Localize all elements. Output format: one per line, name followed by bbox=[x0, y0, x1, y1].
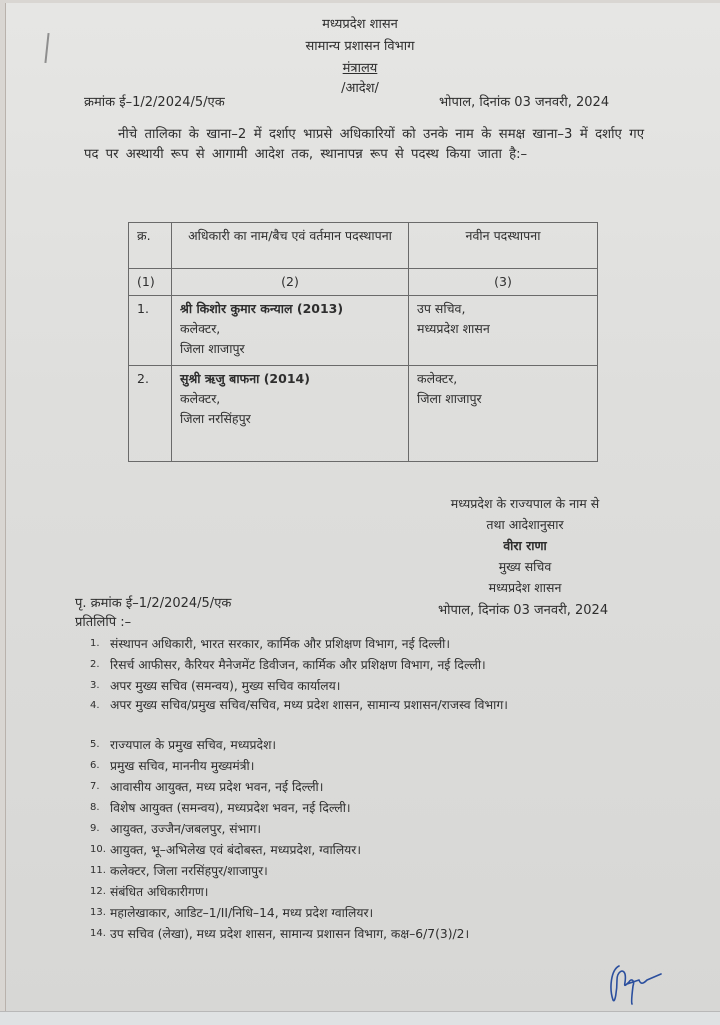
officer-name: श्री किशोर कुमार कन्याल (2013) bbox=[180, 301, 344, 316]
order-place-date: भोपाल, दिनांक 03 जनवरी, 2024 bbox=[439, 95, 610, 110]
list-item bbox=[90, 697, 650, 735]
row-sno: 2. bbox=[129, 366, 172, 462]
list-item-number: 14. bbox=[90, 928, 106, 939]
order-body-paragraph: नीचे तालिका के खाना–2 में दर्शाए भाप्रसे अधिकारियों को उनके नाम के समक्ष खाना–3 में दर्शाए गए पद पर अस्थायी रूप से आगामी आदेश तक, स्थानापन्न रूप से पदस्थ किया जाता है:– bbox=[84, 127, 644, 162]
table-row bbox=[129, 366, 598, 462]
list-item bbox=[90, 634, 650, 655]
new-posting-line1: उप सचिव, bbox=[417, 301, 466, 316]
new-posting-line2: मध्यप्रदेश शासन bbox=[417, 321, 490, 336]
officer-name: सुश्री ऋजु बाफना (2014) bbox=[180, 371, 310, 386]
sig-government: मध्यप्रदेश शासन bbox=[488, 580, 562, 595]
list-item bbox=[90, 756, 650, 777]
list-item bbox=[90, 861, 650, 882]
header-ministry: मंत्रालय bbox=[342, 61, 378, 76]
header-officer: अधिकारी का नाम/बैच एवं वर्तमान पदस्थापना bbox=[172, 223, 409, 269]
row-new-posting bbox=[409, 296, 598, 366]
list-item-text: उप सचिव (लेखा), मध्य प्रदेश शासन, सामान्य प्रशासन विभाग, कक्ष–6/7(3)/2। bbox=[110, 927, 470, 941]
list-item-text: आयुक्त, उज्जैन/जबलपुर, संभाग। bbox=[110, 822, 262, 836]
list-item-text: कलेक्टर, जिला नरसिंहपुर/शाजापुर। bbox=[110, 864, 268, 878]
row-officer bbox=[172, 366, 409, 462]
sig-line-governor: मध्यप्रदेश के राज्यपाल के नाम से bbox=[450, 496, 600, 511]
list-item-number: 6. bbox=[90, 760, 100, 771]
endorsement-number: पृ. क्रमांक ई–1/2/2024/5/एक bbox=[75, 596, 232, 611]
handwritten-signature-icon bbox=[605, 960, 665, 1008]
col-num-2: (2) bbox=[172, 269, 409, 296]
copy-to-list bbox=[90, 634, 650, 945]
list-item-text: राज्यपाल के प्रमुख सचिव, मध्यप्रदेश। bbox=[110, 738, 277, 752]
officer-district: जिला नरसिंहपुर bbox=[180, 411, 251, 426]
list-item-text: संबंधित अधिकारीगण। bbox=[110, 885, 209, 899]
list-item-number: 10. bbox=[90, 844, 106, 855]
header-order-title: /आदेश/ bbox=[341, 81, 379, 96]
officer-district: जिला शाजापुर bbox=[180, 341, 245, 356]
order-number: क्रमांक ई–1/2/2024/5/एक bbox=[84, 95, 225, 110]
list-item-text: संस्थापन अधिकारी, भारत सरकार, कार्मिक और प्रशिक्षण विभाग, नई दिल्ली। bbox=[110, 637, 451, 651]
list-item bbox=[90, 735, 650, 756]
row-officer bbox=[172, 296, 409, 366]
list-item bbox=[90, 819, 650, 840]
list-item bbox=[90, 903, 650, 924]
table-row bbox=[129, 296, 598, 366]
copy-to-label: प्रतिलिपि :– bbox=[75, 615, 132, 630]
endorsement-place-date: भोपाल, दिनांक 03 जनवरी, 2024 bbox=[438, 603, 609, 618]
list-item-text: आयुक्त, भू–अभिलेख एवं बंदोबस्त, मध्यप्रदेश, ग्वालियर। bbox=[110, 843, 361, 857]
list-item-text: आवासीय आयुक्त, मध्य प्रदेश भवन, नई दिल्ली। bbox=[110, 780, 324, 794]
list-item bbox=[90, 840, 650, 861]
list-item-text: अपर मुख्य सचिव (समन्वय), मुख्य सचिव कार्यालय। bbox=[110, 679, 341, 693]
list-item-text: रिसर्च आफीसर, कैरियर मैनेजमेंट डिवीजन, कार्मिक और प्रशिक्षण विभाग, नई दिल्ली। bbox=[110, 658, 486, 672]
table-header-row bbox=[129, 223, 598, 269]
list-item-text: महालेखाकार, आडिट–1/II/निधि–14, मध्य प्रदेश ग्वालियर। bbox=[110, 906, 374, 920]
list-item-number: 9. bbox=[90, 823, 100, 834]
list-item-number: 13. bbox=[90, 907, 106, 918]
header-government: मध्यप्रदेश शासन bbox=[322, 17, 398, 32]
officer-designation: कलेक्टर, bbox=[180, 321, 221, 336]
list-item-number: 2. bbox=[90, 659, 100, 670]
list-item bbox=[90, 882, 650, 903]
officer-designation: कलेक्टर, bbox=[180, 391, 221, 406]
header-department: सामान्य प्रशासन विभाग bbox=[305, 39, 415, 54]
list-item-number: 8. bbox=[90, 802, 100, 813]
header-sno: क्र. bbox=[129, 223, 172, 269]
list-item-text: प्रमुख सचिव, माननीय मुख्यमंत्री। bbox=[110, 759, 255, 773]
list-item-number: 12. bbox=[90, 886, 106, 897]
new-posting-line2: जिला शाजापुर bbox=[417, 391, 482, 406]
row-sno: 1. bbox=[129, 296, 172, 366]
list-item-number: 4. bbox=[90, 700, 100, 711]
page-bottom-edge bbox=[0, 1011, 720, 1025]
table-column-number-row bbox=[129, 269, 598, 296]
sig-line-order: तथा आदेशानुसार bbox=[486, 517, 564, 532]
list-item bbox=[90, 676, 650, 697]
row-new-posting bbox=[409, 366, 598, 462]
new-posting-line1: कलेक्टर, bbox=[417, 371, 458, 386]
list-item-text: अपर मुख्य सचिव/प्रमुख सचिव/सचिव, मध्य प्रदेश शासन, सामान्य प्रशासन/राजस्व विभाग। bbox=[110, 698, 508, 712]
list-item-number: 7. bbox=[90, 781, 100, 792]
list-item-number: 5. bbox=[90, 739, 100, 750]
list-item-text: विशेष आयुक्त (समन्वय), मध्यप्रदेश भवन, नई दिल्ली। bbox=[110, 801, 351, 815]
list-item-number: 3. bbox=[90, 680, 100, 691]
list-item-number: 1. bbox=[90, 638, 100, 649]
sig-designation: मुख्य सचिव bbox=[498, 559, 552, 574]
posting-table bbox=[128, 222, 598, 462]
col-num-3: (3) bbox=[409, 269, 598, 296]
list-item bbox=[90, 924, 650, 945]
header-ministry-wrap bbox=[0, 58, 720, 76]
col-num-1: (1) bbox=[129, 269, 172, 296]
sig-name: वीरा राणा bbox=[503, 538, 547, 553]
list-item bbox=[90, 798, 650, 819]
list-item bbox=[90, 777, 650, 798]
header-new-posting: नवीन पदस्थापना bbox=[409, 223, 598, 269]
list-item bbox=[90, 655, 650, 676]
list-item-number: 11. bbox=[90, 865, 106, 876]
